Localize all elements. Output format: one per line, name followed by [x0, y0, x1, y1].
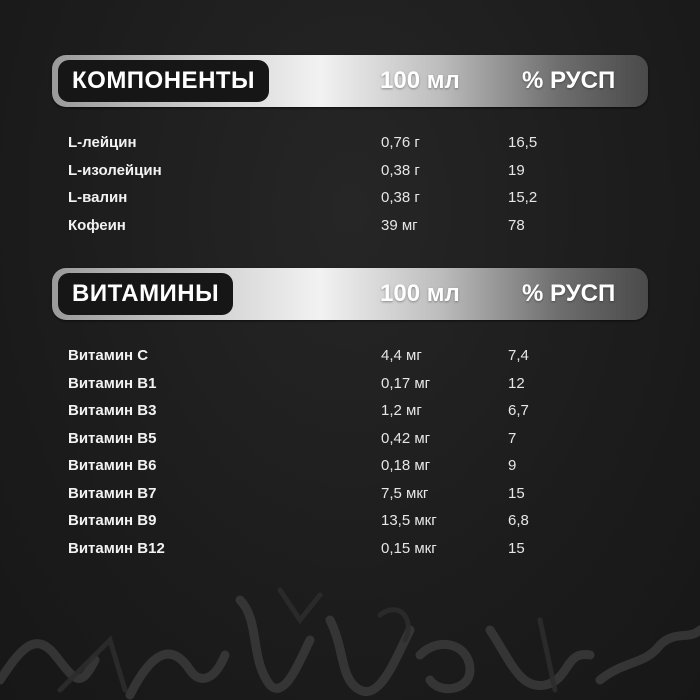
graffiti-stroke [280, 590, 320, 620]
row-amount: 0,38 г [381, 189, 420, 206]
table-row [52, 342, 648, 370]
table-row [52, 184, 648, 212]
vitamins-section [52, 268, 648, 562]
row-rdi: 16,5 [508, 134, 538, 151]
graffiti-stroke [240, 600, 310, 688]
table-row [52, 425, 648, 453]
vitamins-header-bar [52, 268, 648, 320]
row-amount: 1,2 мг [381, 402, 422, 419]
row-amount: 0,38 г [381, 161, 420, 179]
graffiti-stroke [130, 654, 225, 695]
row-amount: 4,4 мг [381, 347, 422, 364]
row-rdi: 12 [508, 374, 525, 392]
table-row [52, 507, 648, 535]
row-name: Витамин С [68, 347, 149, 364]
graffiti-stroke [420, 644, 470, 688]
row-amount: 7,5 мкг [381, 484, 429, 502]
components-amount-header: 100 мл [380, 67, 460, 94]
row-rdi: 6,7 [508, 402, 529, 419]
row-name: Витамин В5 [68, 429, 157, 447]
row-name: L-валин [68, 189, 128, 206]
components-title: КОМПОНЕНТЫ [58, 60, 269, 102]
row-name: L-лейцин [68, 134, 137, 151]
graffiti-decoration [0, 560, 700, 700]
row-rdi: 15,2 [508, 189, 538, 206]
row-name: Витамин В3 [68, 402, 157, 419]
row-name: L-изолейцин [68, 161, 162, 179]
graffiti-stroke [330, 620, 410, 692]
row-name: Витамин В7 [68, 484, 157, 502]
components-section [52, 55, 648, 239]
row-amount: 39 мг [381, 216, 418, 234]
row-rdi: 15 [508, 484, 525, 502]
table-row [52, 157, 648, 185]
table-row [52, 129, 648, 157]
row-name: Витамин В1 [68, 374, 157, 392]
table-row [52, 370, 648, 398]
row-rdi: 7 [508, 429, 517, 447]
vitamins-title: ВИТАМИНЫ [58, 273, 233, 315]
row-amount: 0,18 мг [381, 457, 431, 474]
row-amount: 0,76 г [381, 134, 420, 151]
row-rdi: 9 [508, 457, 517, 474]
row-rdi: 19 [508, 161, 525, 179]
row-amount: 0,42 мг [381, 429, 431, 447]
row-rdi: 78 [508, 216, 525, 234]
table-row [52, 452, 648, 480]
row-name: Витамин В9 [68, 512, 157, 529]
graffiti-stroke [490, 630, 590, 686]
table-row [52, 480, 648, 508]
vitamins-table [52, 342, 648, 562]
row-amount: 0,15 мкг [381, 539, 437, 557]
row-rdi: 6,8 [508, 512, 529, 529]
graffiti-stroke [540, 620, 555, 690]
graffiti-stroke [0, 644, 95, 680]
row-name: Кофеин [68, 216, 126, 234]
row-rdi: 7,4 [508, 347, 529, 364]
row-amount: 0,17 мг [381, 374, 431, 392]
vitamins-amount-header: 100 мл [380, 280, 460, 307]
table-row [52, 535, 648, 563]
row-amount: 13,5 мкг [381, 512, 437, 529]
table-row [52, 397, 648, 425]
components-table [52, 129, 648, 239]
row-name: Витамин В6 [68, 457, 157, 474]
row-rdi: 15 [508, 539, 525, 557]
row-name: Витамин В12 [68, 539, 165, 557]
components-header-bar [52, 55, 648, 107]
vitamins-rdi-header: % РУСП [522, 280, 616, 307]
graffiti-stroke [600, 630, 700, 680]
components-rdi-header: % РУСП [522, 67, 616, 94]
table-row [52, 212, 648, 240]
